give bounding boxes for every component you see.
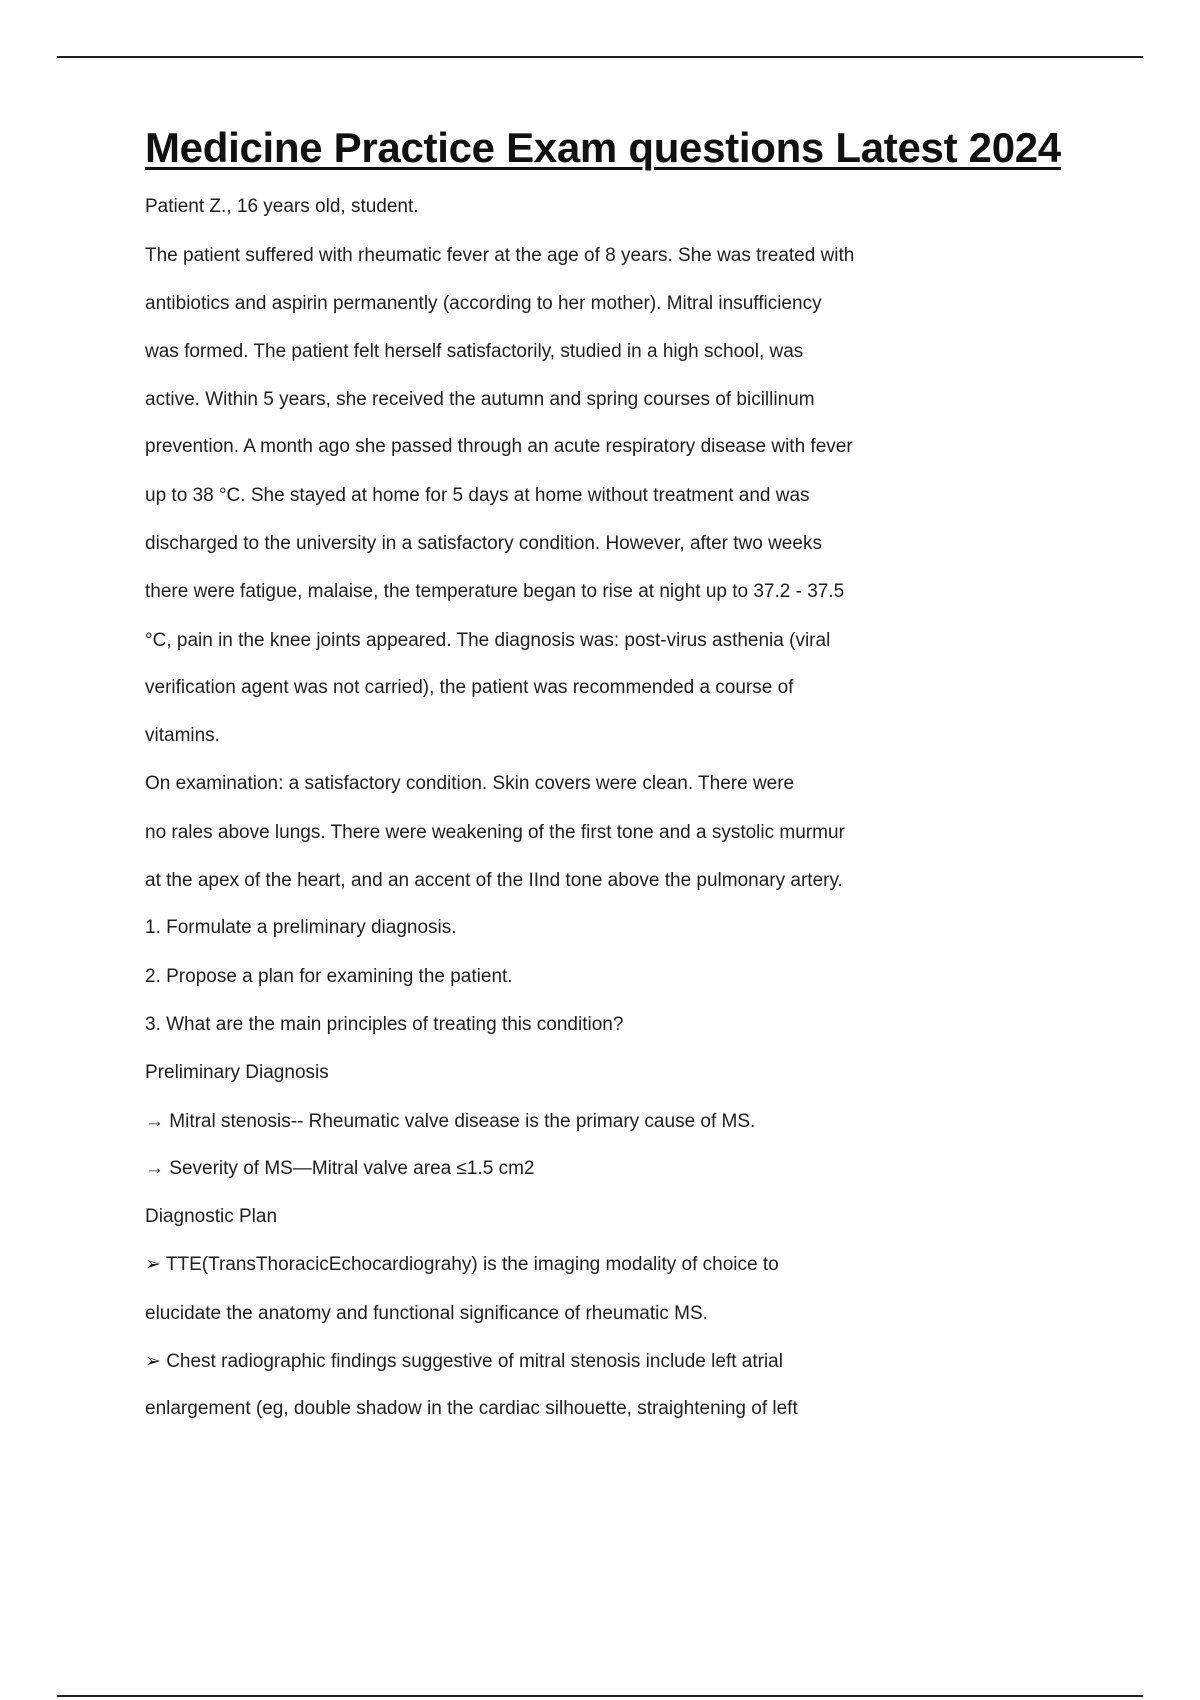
text-line: enlargement (eg, double shadow in the cardiac silhouette, straightening of left xyxy=(145,1398,798,1419)
arrow-bullet-item: → Mitral stenosis-- Rheumatic valve disease is the primary cause of MS. xyxy=(145,1111,756,1132)
arrowhead-bullet-item: ➢ Chest radiographic findings suggestive of mitral stenosis include left atrial xyxy=(145,1351,783,1372)
text-line: On examination: a satisfactory condition. Skin covers were clean. There were xyxy=(145,773,795,794)
text-line: prevention. A month ago she passed through an acute respiratory disease with fever xyxy=(145,436,853,457)
question-3: 3. What are the main principles of treating this condition? xyxy=(145,1014,624,1035)
arrow-bullet-item: → Severity of MS—Mitral valve area ≤1.5 cm2 xyxy=(145,1158,535,1179)
text-line: verification agent was not carried), the patient was recommended a course of xyxy=(145,677,794,698)
text-line: °C, pain in the knee joints appeared. The diagnosis was: post-virus asthenia (viral xyxy=(145,630,831,651)
text-line: vitamins. xyxy=(145,725,220,746)
question-2: 2. Propose a plan for examining the patient. xyxy=(145,966,513,987)
text-line: antibiotics and aspirin permanently (according to her mother). Mitral insufficiency xyxy=(145,293,822,314)
question-1: 1. Formulate a preliminary diagnosis. xyxy=(145,917,457,938)
text-line: was formed. The patient felt herself satisfactorily, studied in a high school, was xyxy=(145,341,804,362)
section-heading-diagnostic-plan: Diagnostic Plan xyxy=(145,1206,278,1227)
text-line: discharged to the university in a satisfactory condition. However, after two weeks xyxy=(145,533,822,554)
text-line: up to 38 °C. She stayed at home for 5 days at home without treatment and was xyxy=(145,485,810,506)
arrowhead-bullet-item: ➢ TTE(TransThoracicEchocardiograhy) is the imaging modality of choice to xyxy=(145,1254,779,1275)
text-line: at the apex of the heart, and an accent of the IInd tone above the pulmonary artery. xyxy=(145,870,843,891)
text-line: no rales above lungs. There were weakening of the first tone and a systolic murmur xyxy=(145,822,845,843)
section-heading-preliminary-diagnosis: Preliminary Diagnosis xyxy=(145,1062,329,1083)
page-title: Medicine Practice Exam questions Latest 2024 xyxy=(145,124,1061,171)
top-rule xyxy=(57,56,1143,58)
text-line: Patient Z., 16 years old, student. xyxy=(145,196,419,217)
text-line: The patient suffered with rheumatic fever at the age of 8 years. She was treated with xyxy=(145,245,855,266)
text-line: active. Within 5 years, she received the autumn and spring courses of bicillinum xyxy=(145,389,815,410)
text-line: there were fatigue, malaise, the temperature began to rise at night up to 37.2 - 37.5 xyxy=(145,581,845,602)
text-line: elucidate the anatomy and functional significance of rheumatic MS. xyxy=(145,1303,708,1324)
bottom-rule xyxy=(57,1695,1143,1697)
